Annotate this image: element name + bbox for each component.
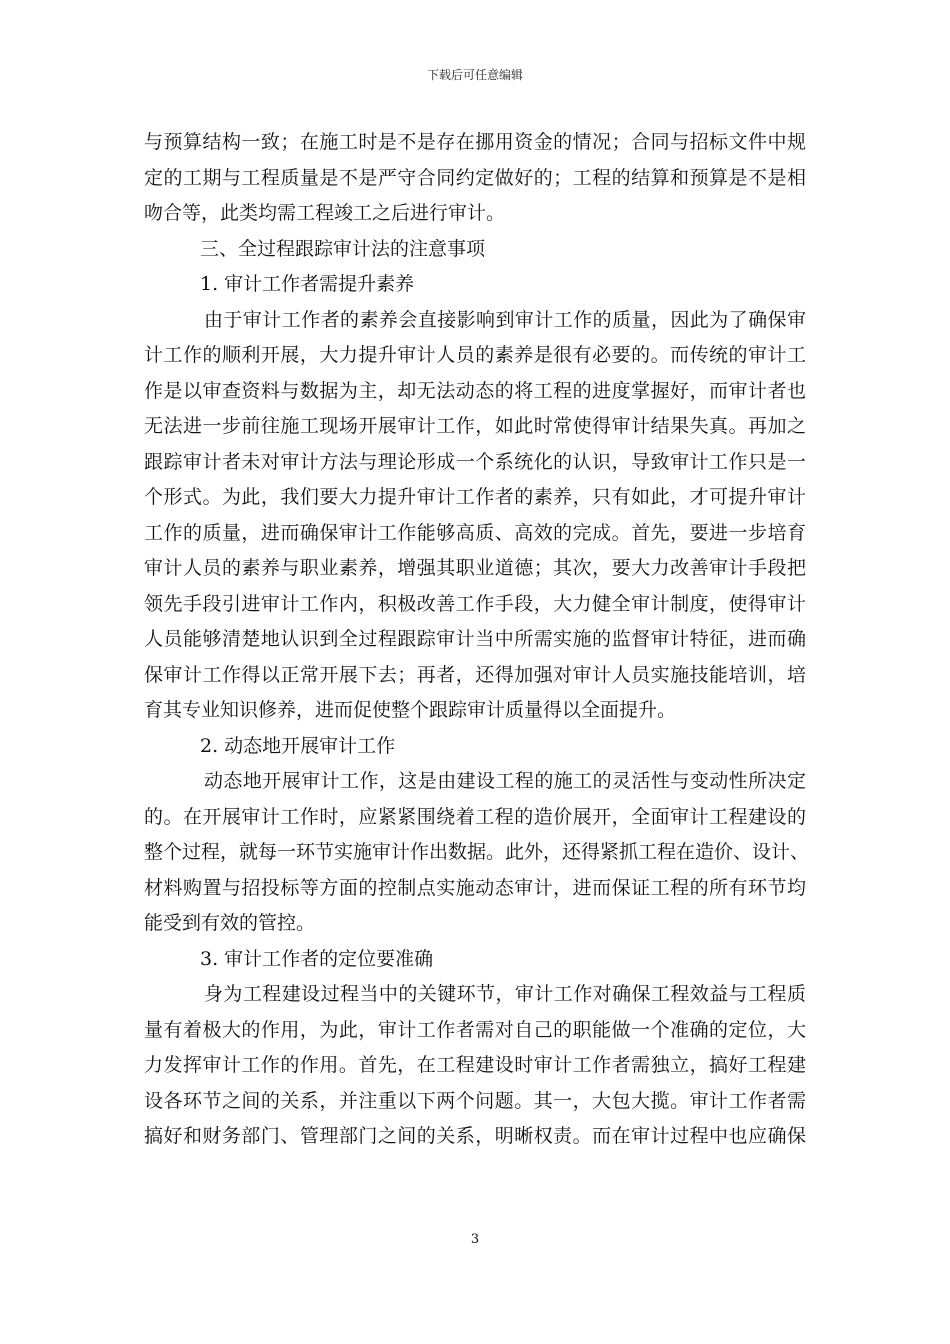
text-line: 无法进一步前往施工现场开展审计工作，如此时常使得审计结果失真。再加之	[144, 415, 806, 437]
section-heading: 1. 审计工作者需提升素养	[200, 273, 415, 295]
text-line: 由于审计工作者的素养会直接影响到审计工作的质量，因此为了确保审	[204, 308, 806, 331]
page-number: 3	[470, 1232, 480, 1247]
section-heading: 三、全过程跟踪审计法的注意事项	[200, 237, 486, 260]
text-line: 定的工期与工程质量是不是严守合同约定做好的；工程的结算和预算是不是相	[144, 166, 806, 189]
text-line: 材料购置与招投标等方面的控制点实施动态审计，进而保证工程的所有环节均	[144, 876, 806, 899]
body-text	[144, 125, 810, 1155]
text-line: 的。在开展审计工作时，应紧紧围绕着工程的造价展开，全面审计工程建设的	[144, 805, 806, 828]
text-line: 能受到有效的管控。	[144, 912, 316, 934]
text-line: 与预算结构一致；在施工时是不是存在挪用资金的情况；合同与招标文件中规	[144, 131, 806, 153]
text-line: 工作的质量，进而确保审计工作能够高质、高效的完成。首先，要进一步培育	[144, 521, 806, 544]
text-line: 动态地开展审计工作，这是由建设工程的施工的灵活性与变动性所决定	[204, 770, 806, 792]
text-line: 整个过程，就每一环节实施审计作出数据。此外，还得紧抓工程在造价、设计、	[144, 841, 810, 863]
text-line: 身为工程建设过程当中的关键环节，审计工作对确保工程效益与工程质	[204, 983, 806, 1005]
text-line: 育其专业知识修养，进而促使整个跟踪审计质量得以全面提升。	[144, 699, 677, 721]
text-line: 搞好和财务部门、管理部门之间的关系，明晰权责。而在审计过程中也应确保	[144, 1125, 806, 1147]
text-line: 量有着极大的作用，为此，审计工作者需对自己的职能做一个准确的定位，大	[144, 1018, 806, 1041]
text-line: 领先手段引进审计工作内，积极改善工作手段，大力健全审计制度，使得审计	[144, 592, 806, 615]
text-line: 吻合等，此类均需工程竣工之后进行审计。	[144, 202, 506, 224]
text-line: 审计人员的素养与职业素养，增强其职业道德；其次，要大力改善审计手段把	[144, 557, 806, 579]
text-line: 个形式。为此，我们要大力提升审计工作者的素养，只有如此，才可提升审计	[144, 486, 806, 508]
text-line: 跟踪审计者未对审计方法与理论形成一个系统化的认识，导致审计工作只是一	[144, 450, 806, 473]
text-line: 力发挥审计工作的作用。首先，在工程建设时审计工作者需独立，搞好工程建	[144, 1054, 806, 1076]
text-line: 人员能够清楚地认识到全过程跟踪审计当中所需实施的监督审计特征，进而确	[144, 628, 806, 650]
page-header: 下载后可任意编辑	[426, 68, 523, 82]
section-heading: 3. 审计工作者的定位要准确	[200, 947, 434, 970]
text-line: 作是以审查资料与数据为主，却无法动态的将工程的进度掌握好，而审计者也	[144, 379, 806, 402]
text-line: 保审计工作得以正常开展下去；再者，还得加强对审计人员实施技能培训，培	[144, 663, 806, 686]
text-line: 设各环节之间的关系，并注重以下两个问题。其一，大包大揽。审计工作者需	[144, 1089, 806, 1112]
section-heading: 2. 动态地开展审计工作	[200, 734, 396, 757]
text-line: 计工作的顺利开展，大力提升审计人员的素养是很有必要的。而传统的审计工	[144, 344, 806, 366]
